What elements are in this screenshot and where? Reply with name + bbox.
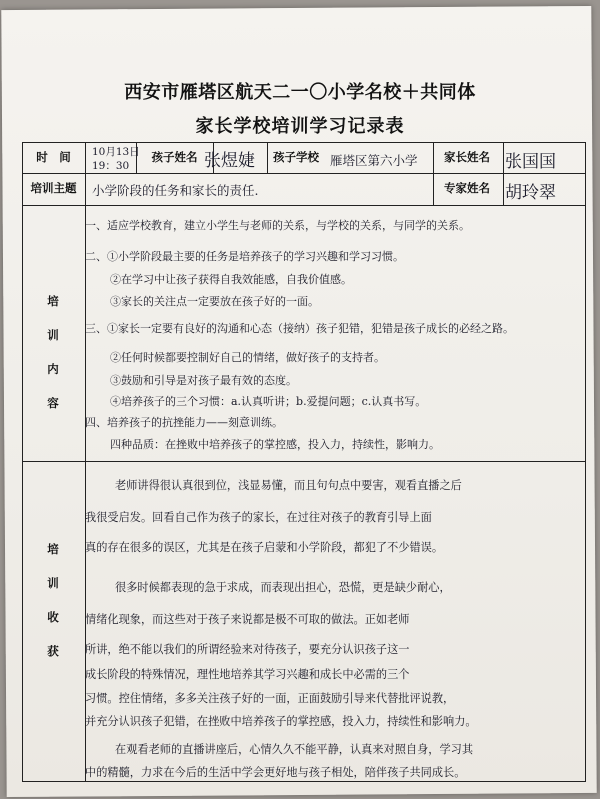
content-line: ②任何时候都要控制好自己的情绪，做好孩子的支持者。 bbox=[110, 351, 385, 364]
content-line: ②在学习中让孩子获得自我效能感，自我价值感。 bbox=[110, 273, 352, 286]
content-line: 一、适应学校教育，建立小学生与老师的关系，与学校的关系，与同学的关系。 bbox=[85, 219, 470, 232]
harvest-line: 成长阶段的特殊情况，理性地培养其学习兴趣和成长中必需的三个 bbox=[85, 668, 410, 681]
harvest-line: 真的存在很多的误区，尤其是在孩子启蒙和小学阶段，都犯了不少错误。 bbox=[85, 541, 444, 554]
harvest-line: 所讲，绝不能以我们的所谓经验来对待孩子，要充分认识孩子这一 bbox=[85, 643, 410, 656]
harvest-line: 习惯。控住情绪，多多关注孩子好的一面，正面鼓励引导来代替批评说教， bbox=[85, 692, 455, 705]
content-line: 二、①小学阶段最主要的任务是培养孩子的学习兴趣和学习习惯。 bbox=[85, 250, 404, 263]
harvest-line: 很多时候都表现的急于求成，而表现出担心，恐慌，更是缺少耐心， bbox=[115, 581, 451, 594]
harvest-line: 老师讲得很认真很到位，浅显易懂，而且句句点中要害，观看直播之后 bbox=[115, 479, 462, 492]
harvest-line: 并充分认识孩子犯错，在挫败中培养孩子的掌控感，投入力，持续性和影响力。 bbox=[85, 715, 477, 728]
child-name-label: 孩子姓名 bbox=[151, 150, 198, 164]
harvest-section-label: 培 训 收 获 bbox=[47, 542, 59, 658]
parent-name-label: 家长姓名 bbox=[444, 150, 490, 164]
expert-name-value: 胡玲翠 bbox=[505, 183, 556, 203]
harvest-line: 情绪化现象，而这些对于孩子来说都是极不可取的做法。正如老师 bbox=[85, 613, 410, 626]
school-title: 西安市雁塔区航天二一〇小学名校＋共同体 bbox=[124, 82, 476, 103]
record-table bbox=[22, 142, 586, 782]
time-clock-value: 19：30 bbox=[92, 160, 130, 172]
time-label: 时 间 bbox=[36, 150, 71, 164]
content-section-label: 培 训 内 容 bbox=[47, 294, 59, 410]
harvest-line: 我很受启发。回看自己作为孩子的家长，在过往对孩子的教育引导上面 bbox=[85, 511, 432, 524]
harvest-line: 中的精髓，力求在今后的生活中学会更好地与孩子相处，陪伴孩子共同成长。 bbox=[85, 766, 466, 779]
form-title: 家长学校培训学习记录表 bbox=[195, 116, 405, 137]
child-school-value: 雁塔区第六小学 bbox=[330, 153, 418, 168]
time-date-value: 10月13日 bbox=[92, 146, 140, 158]
expert-name-label: 专家姓名 bbox=[444, 181, 490, 195]
content-line: ③鼓励和引导是对孩子最有效的态度。 bbox=[110, 374, 297, 387]
content-line: ③家长的关注点一定要放在孩子好的一面。 bbox=[110, 295, 319, 308]
content-line: 三、①家长一定要有良好的沟通和心态（接纳）孩子犯错，犯错是孩子成长的必经之路。 bbox=[85, 322, 514, 335]
content-line: ④培养孩子的三个习惯：a.认真听讲；b.爱提问题；c.认真书写。 bbox=[110, 395, 427, 408]
content-line: 四、培养孩子的抗挫能力——刻意训练。 bbox=[85, 416, 283, 429]
child-school-label: 孩子学校 bbox=[273, 150, 319, 164]
topic-value: 小学阶段的任务和家长的责任. bbox=[92, 183, 259, 198]
topic-label: 培训主题 bbox=[30, 181, 77, 195]
child-name-value: 张煜婕 bbox=[204, 151, 255, 171]
parent-name-value: 张国国 bbox=[505, 152, 556, 172]
content-line: 四种品质：在挫败中培养孩子的掌控感，投入力，持续性，影响力。 bbox=[110, 438, 440, 451]
harvest-line: 在观看老师的直播讲座后，心情久久不能平静，认真来对照自身，学习其 bbox=[115, 743, 474, 756]
